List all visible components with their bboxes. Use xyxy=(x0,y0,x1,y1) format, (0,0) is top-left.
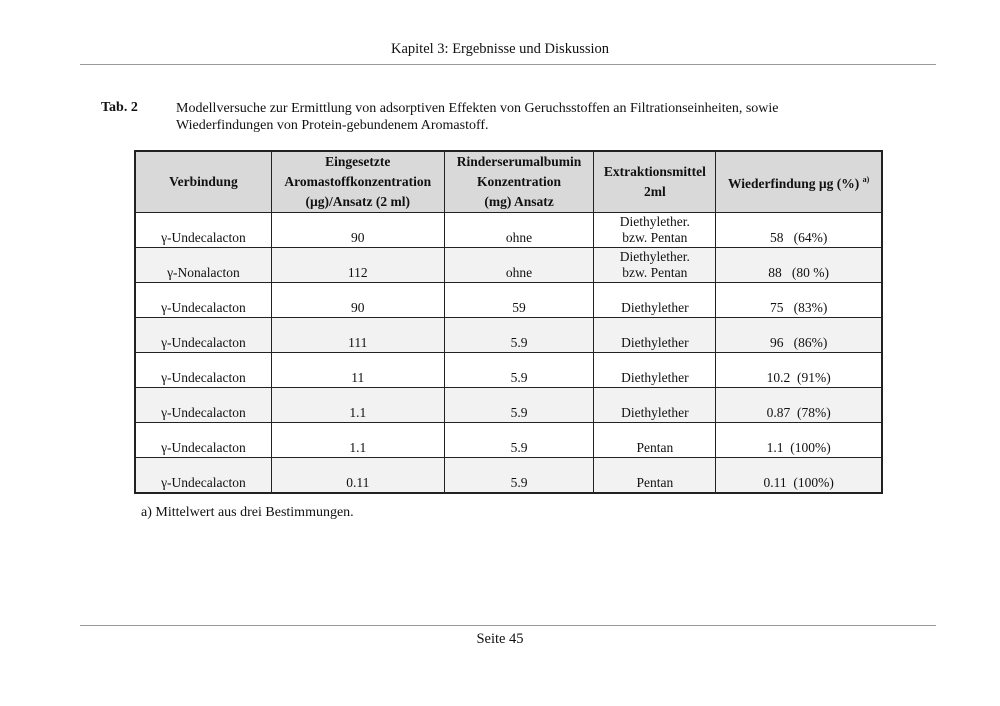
table-row xyxy=(135,213,882,248)
table-row xyxy=(135,423,882,458)
table-row xyxy=(135,388,882,423)
cell-bsa: 5.9 xyxy=(444,423,594,458)
header-compound: Verbindung xyxy=(135,151,271,213)
cell-recovery: 0.11 (100%) xyxy=(716,458,882,494)
table-row xyxy=(135,283,882,318)
data-table xyxy=(134,150,883,494)
cell-compound: γ-Undecalacton xyxy=(135,318,271,353)
table-row xyxy=(135,353,882,388)
cell-solvent: Pentan xyxy=(594,458,716,494)
table-row xyxy=(135,248,882,283)
cell-compound: γ-Undecalacton xyxy=(135,458,271,494)
cell-concentration: 111 xyxy=(271,318,444,353)
cell-solvent: Pentan xyxy=(594,423,716,458)
table-header-row xyxy=(135,151,882,213)
cell-solvent: Diethylether. bzw. Pentan xyxy=(594,248,716,283)
cell-solvent: Diethylether xyxy=(594,353,716,388)
cell-bsa: 59 xyxy=(444,283,594,318)
cell-recovery: 10.2 (91%) xyxy=(716,353,882,388)
cell-concentration: 112 xyxy=(271,248,444,283)
cell-compound: γ-Undecalacton xyxy=(135,388,271,423)
cell-compound: γ-Nonalacton xyxy=(135,248,271,283)
header-bsa: Rinderserumalbumin Konzentration (mg) Ansatz xyxy=(444,151,594,213)
cell-solvent: Diethylether xyxy=(594,283,716,318)
cell-concentration: 11 xyxy=(271,353,444,388)
table-caption-label: Tab. 2 xyxy=(101,100,138,115)
table-caption-text: Modellversuche zur Ermittlung von adsorptiven Effekten von Geruchsstoffen an Filtrationseinheiten, sowie Wiederfindungen von Protein-gebundenem Aromastoff. xyxy=(176,101,779,133)
cell-recovery: 1.1 (100%) xyxy=(716,423,882,458)
cell-bsa: ohne xyxy=(444,213,594,248)
page-number: Seite 45 xyxy=(476,631,524,647)
cell-solvent: Diethylether xyxy=(594,318,716,353)
cell-recovery: 88 (80 %) xyxy=(716,248,882,283)
cell-compound: γ-Undecalacton xyxy=(135,423,271,458)
cell-concentration: 90 xyxy=(271,283,444,318)
table-row xyxy=(135,458,882,494)
cell-concentration: 90 xyxy=(271,213,444,248)
cell-concentration: 1.1 xyxy=(271,388,444,423)
table-footnote: a) Mittelwert aus drei Bestimmungen. xyxy=(141,505,354,520)
header-divider xyxy=(80,64,936,65)
cell-bsa: ohne xyxy=(444,248,594,283)
cell-compound: γ-Undecalacton xyxy=(135,213,271,248)
footer-divider xyxy=(80,625,936,626)
chapter-header: Kapitel 3: Ergebnisse und Diskussion xyxy=(390,41,610,57)
cell-recovery: 0.87 (78%) xyxy=(716,388,882,423)
cell-bsa: 5.9 xyxy=(444,353,594,388)
header-solvent: Extraktionsmittel 2ml xyxy=(594,151,716,213)
footnote-marker: a) xyxy=(862,175,870,184)
header-concentration: Eingesetzte Aromastoffkonzentration (µg)/Ansatz (2 ml) xyxy=(271,151,444,213)
cell-compound: γ-Undecalacton xyxy=(135,353,271,388)
cell-bsa: 5.9 xyxy=(444,388,594,423)
cell-bsa: 5.9 xyxy=(444,318,594,353)
cell-recovery: 58 (64%) xyxy=(716,213,882,248)
table-row xyxy=(135,318,882,353)
cell-recovery: 96 (86%) xyxy=(716,318,882,353)
header-recovery: Wiederfindung µg (%) $^{a)}$ xyxy=(716,151,882,213)
cell-solvent: Diethylether. bzw. Pentan xyxy=(594,213,716,248)
cell-compound: γ-Undecalacton xyxy=(135,283,271,318)
cell-concentration: 1.1 xyxy=(271,423,444,458)
cell-recovery: 75 (83%) xyxy=(716,283,882,318)
cell-solvent: Diethylether xyxy=(594,388,716,423)
cell-concentration: 0.11 xyxy=(271,458,444,494)
cell-bsa: 5.9 xyxy=(444,458,594,494)
